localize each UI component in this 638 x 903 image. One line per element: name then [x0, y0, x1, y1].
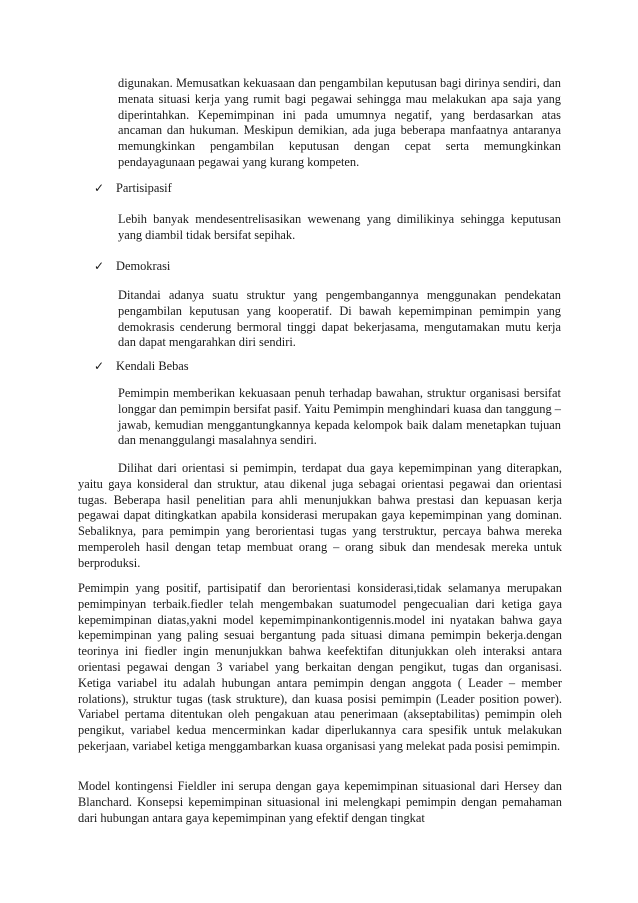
bullet-partisipasif: [94, 180, 172, 196]
bullet-demokrasi: [94, 258, 170, 274]
partisipasif-description: Lebih banyak mendesentrelisasikan wewenang yang dimilikinya sehingga keputusan yang diambil tidak bersifat sepihak.: [118, 212, 561, 242]
orientation-paragraph: Dilihat dari orientasi si pemimpin, terdapat dua gaya kepemimpinan yang diterapkan, yaitu gaya konsideral dan struktur, atau dikenal juga sebagai orientasi pegawai dan orientasi tugas. Beberapa hasil penelitian para ahli menunjukkan bahwa prestasi dan kepuasan kerja pegawai dapat ditingkatkan apabila konsiderasi merupakan gaya kepemimpinan yang dominan. Sebaliknya, para pemimpin yang berorientasi tugas yang terstruktur, percaya bahwa mereka memperoleh hasil dengan tetap membuat orang – orang sibuk dan mendesak mereka untuk berproduksi.: [78, 461, 562, 570]
check-icon: ✓: [94, 359, 105, 373]
bullet-title: Kendali Bebas: [116, 359, 189, 373]
hersey-paragraph: Model kontingensi Fieldler ini serupa dengan gaya kepemimpinan situasional dari Hersey dan Blanchard. Konsepsi kepemimpinan situasional ini melengkapi pemimpin dengan pemahaman dari hubungan antara gaya kepemimpinan yang efektif dengan tingkat: [78, 779, 562, 825]
intro-continuation-paragraph: digunakan. Memusatkan kekuasaan dan pengambilan keputusan bagi dirinya sendiri, dan menata situasi kerja yang rumit bagi pegawai sehingga mau melakukan apa saja yang diperintahkan. Kepemimpinan ini pada umumnya negatif, yang berdasarkan atas ancaman dan hukuman. Meskipun demikian, ada juga beberapa manfaatnya antaranya memungkinkan pengambilan keputusan dengan cepat serta memungkinkan pendayagunaan pegawai yang kurang kompeten.: [118, 76, 561, 169]
check-icon: ✓: [94, 259, 105, 273]
fiedler-paragraph: Pemimpin yang positif, partisipatif dan berorientasi konsiderasi,tidak selamanya merupakan pemimpinyan terbaik.fiedler telah mengembakan suatumodel pengecualian dari ketiga gaya kepemimpinan diatas,yakni model kepemimpinankontigennis.model ini nyatakan bahwa gaya kepemimpinan yang paling sesuai bergantung pada situasi dimana pemimpin bekerja.dengan teorinya ini fiedler ingin menunjukkan bahwa keefektifan ditunjukkan oleh interaksi antara orientasi pegawai dengan 3 variabel yang berkaitan dengan pengikut, tugas dan organisasi. Ketiga variabel itu adalah hubungan antara pemimpin dengan anggota ( Leader – member rolations), struktur tugas (task strukture), dan kuasa posisi pemimpin (Leader position power). Variabel pertama ditentukan oleh pengakuan atau penerimaan (akseptabilitas) pemimpin oleh pengikut, variabel kedua mencerminkan kadar diperlukannya cara spesifik untuk melakukan pekerjaan, variabel ketiga menggambarkan kuasa organisasi yang melekat pada posisi pemimpin.: [78, 581, 562, 753]
kendali-bebas-description: Pemimpin memberikan kekuasaan penuh terhadap bawahan, struktur organisasi bersifat longgar dan pemimpin bersifat pasif. Yaitu Pemimpin menghindari kuasa dan tanggung – jawab, kemudian menggantungkannya kepada kelompok baik dalam menetapkan tujuan dan menanggulangi masalahnya sendiri.: [118, 386, 561, 448]
bullet-title: Demokrasi: [116, 259, 171, 273]
bullet-title: Partisipasif: [116, 181, 172, 195]
demokrasi-description: Ditandai adanya suatu struktur yang pengembangannya menggunakan pendekatan pengambilan keputusan yang kooperatif. Di bawah kepemimpinan pemimpin yang demokrasis cenderung bermoral tinggi dapat bekerjasama, mengutamakan mutu kerja dan dapat mengarahkan diri sendiri.: [118, 288, 561, 350]
check-icon: ✓: [94, 181, 105, 195]
bullet-kendali-bebas: [94, 358, 189, 374]
